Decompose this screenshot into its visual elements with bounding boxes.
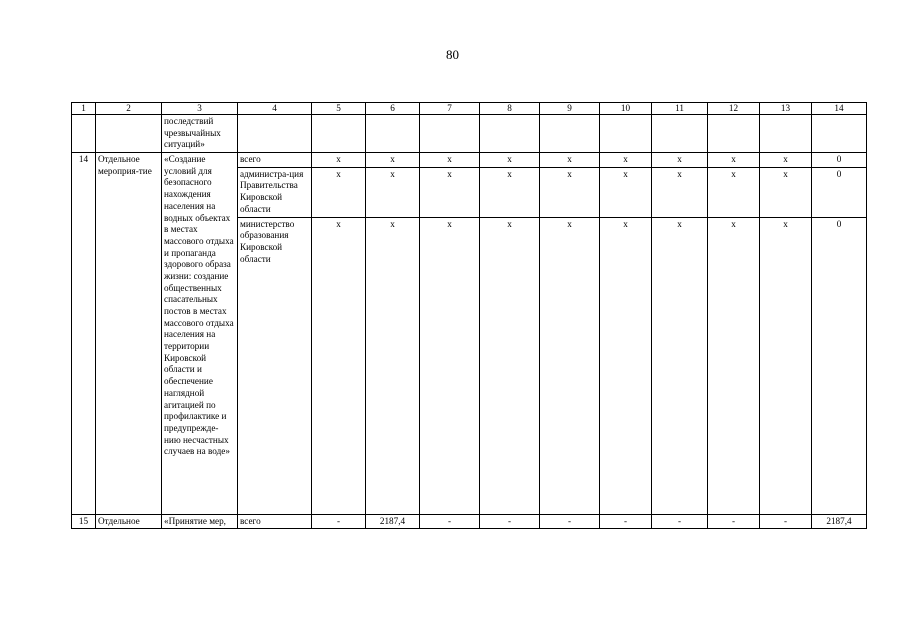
value-cell: x bbox=[480, 153, 540, 168]
value-cell: x bbox=[312, 167, 366, 217]
column-number: 14 bbox=[812, 103, 867, 115]
value-cell: - bbox=[652, 514, 708, 529]
value-cell: 2187,4 bbox=[366, 514, 420, 529]
value-cell: x bbox=[540, 217, 600, 514]
value-cell: x bbox=[312, 153, 366, 168]
column-number: 8 bbox=[480, 103, 540, 115]
table-row bbox=[72, 514, 867, 529]
value-cell: - bbox=[540, 514, 600, 529]
table-cell bbox=[238, 115, 312, 153]
value-cell: x bbox=[366, 217, 420, 514]
value-cell: x bbox=[420, 167, 480, 217]
value-cell: x bbox=[480, 167, 540, 217]
value-cell: x bbox=[760, 153, 812, 168]
column-number: 13 bbox=[760, 103, 812, 115]
table-cell bbox=[708, 115, 760, 153]
table-cell bbox=[72, 115, 96, 153]
funding-source: министерство образования Кировской области bbox=[238, 217, 312, 514]
value-cell: x bbox=[420, 153, 480, 168]
column-number: 6 bbox=[366, 103, 420, 115]
column-number: 4 bbox=[238, 103, 312, 115]
table-cell bbox=[420, 115, 480, 153]
value-cell: x bbox=[366, 153, 420, 168]
value-cell: x bbox=[652, 153, 708, 168]
value-cell: x bbox=[708, 217, 760, 514]
table-cell bbox=[312, 115, 366, 153]
funding-source: всего bbox=[238, 153, 312, 168]
column-number: 12 bbox=[708, 103, 760, 115]
value-cell: x bbox=[600, 153, 652, 168]
value-cell: x bbox=[480, 217, 540, 514]
column-number-row bbox=[72, 103, 867, 115]
value-cell: x bbox=[366, 167, 420, 217]
value-cell: 2187,4 bbox=[812, 514, 867, 529]
value-cell: x bbox=[540, 167, 600, 217]
table-cell bbox=[366, 115, 420, 153]
column-number: 10 bbox=[600, 103, 652, 115]
table-row bbox=[72, 153, 867, 168]
funding-source: всего bbox=[238, 514, 312, 529]
value-cell: x bbox=[600, 217, 652, 514]
value-cell: - bbox=[708, 514, 760, 529]
value-cell: 0 bbox=[812, 217, 867, 514]
table-cell bbox=[760, 115, 812, 153]
value-cell: - bbox=[480, 514, 540, 529]
value-cell: 0 bbox=[812, 167, 867, 217]
value-cell: x bbox=[652, 167, 708, 217]
row-number: 14 bbox=[72, 153, 96, 514]
value-cell: - bbox=[312, 514, 366, 529]
value-cell: x bbox=[760, 217, 812, 514]
column-number: 1 bbox=[72, 103, 96, 115]
column-number: 11 bbox=[652, 103, 708, 115]
value-cell: x bbox=[708, 153, 760, 168]
table-cell bbox=[652, 115, 708, 153]
column-number: 7 bbox=[420, 103, 480, 115]
measure-name-continued: последствий чрезвычайных ситуаций» bbox=[162, 115, 238, 153]
table-cell bbox=[540, 115, 600, 153]
table-cell bbox=[96, 115, 162, 153]
value-cell: x bbox=[708, 167, 760, 217]
value-cell: - bbox=[420, 514, 480, 529]
table-cell bbox=[812, 115, 867, 153]
value-cell: x bbox=[420, 217, 480, 514]
page-number: 80 bbox=[446, 47, 459, 62]
column-number: 9 bbox=[540, 103, 600, 115]
program-table bbox=[71, 102, 867, 529]
value-cell: x bbox=[760, 167, 812, 217]
measure-type: Отдельное bbox=[96, 514, 162, 529]
value-cell: - bbox=[760, 514, 812, 529]
column-number: 2 bbox=[96, 103, 162, 115]
value-cell: - bbox=[600, 514, 652, 529]
value-cell: x bbox=[652, 217, 708, 514]
row-number: 15 bbox=[72, 514, 96, 529]
table-cell bbox=[480, 115, 540, 153]
measure-name: «Создание условий для безопасного нахождения населения на водных объектах в местах массового отдыха и пропаганда здорового образа жизни: создание общественных спасательных постов в местах массового отдыха населения на территории Кировской области и обеспечение наглядной агитацией по профилактике и предупрежде-нию несчастных случаев на воде» bbox=[162, 153, 238, 514]
value-cell: x bbox=[540, 153, 600, 168]
table-cell bbox=[600, 115, 652, 153]
value-cell: 0 bbox=[812, 153, 867, 168]
value-cell: x bbox=[600, 167, 652, 217]
column-number: 5 bbox=[312, 103, 366, 115]
value-cell: x bbox=[312, 217, 366, 514]
continuation-row bbox=[72, 115, 867, 153]
measure-name: «Принятие мер, bbox=[162, 514, 238, 529]
funding-source: администра-ция Правительства Кировской области bbox=[238, 167, 312, 217]
column-number: 3 bbox=[162, 103, 238, 115]
measure-type: Отдельное мероприя-тие bbox=[96, 153, 162, 514]
